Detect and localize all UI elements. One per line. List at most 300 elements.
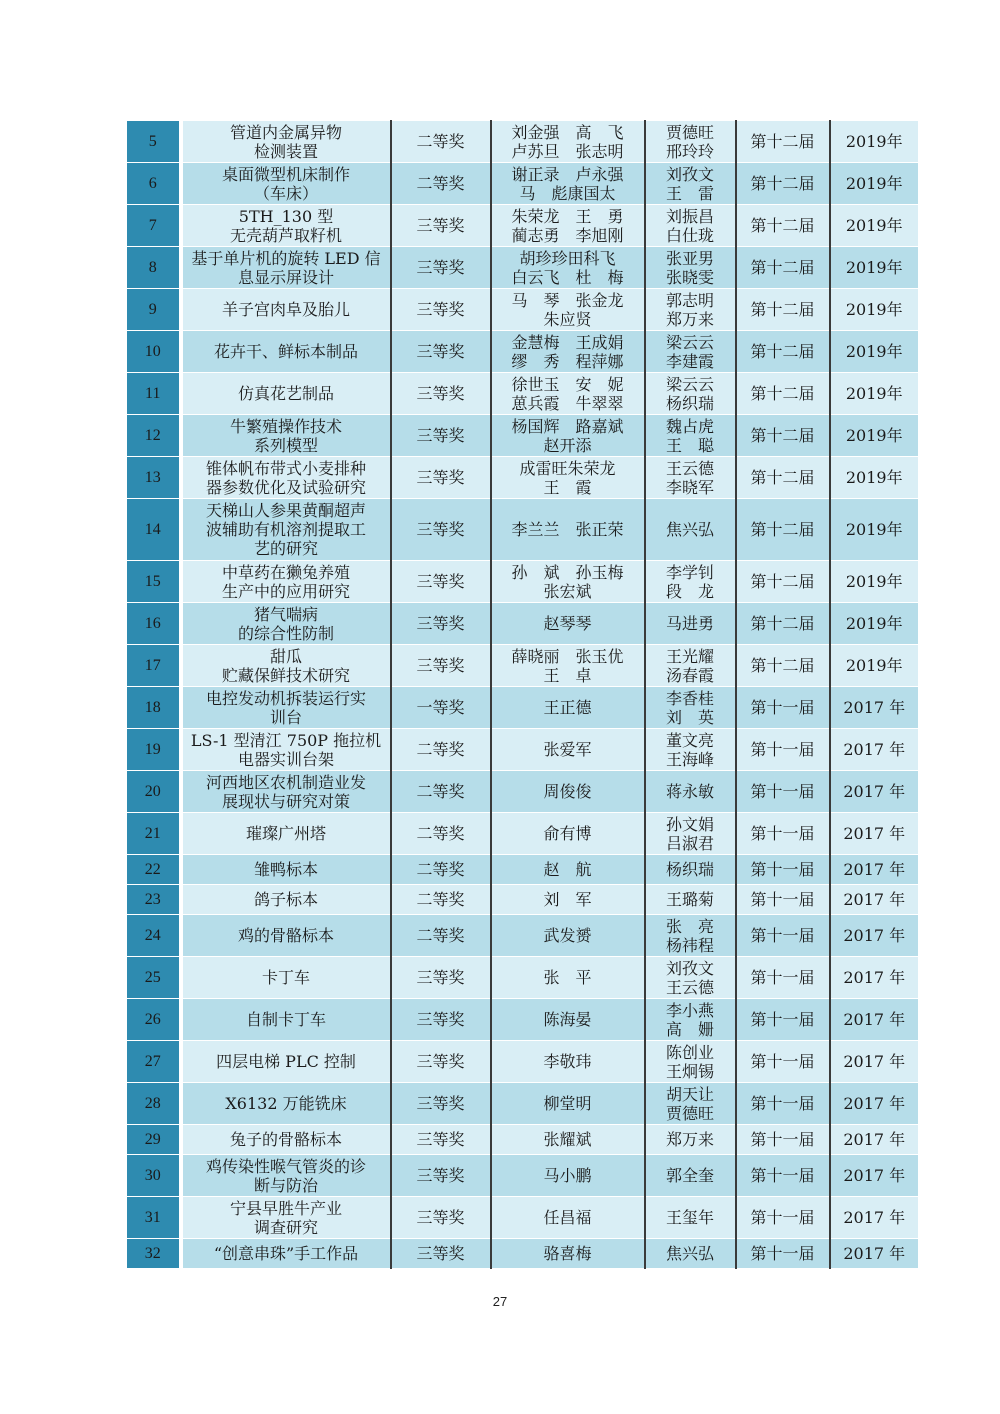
advisors-cell: [645, 415, 736, 457]
authors-cell: [491, 205, 645, 247]
authors-line: 薛晓丽 张玉优: [511, 646, 624, 666]
award-level-cell: 三等奖: [391, 499, 491, 561]
table-row: [127, 205, 919, 247]
project-name-line: 鸡传染性喉气管炎的诊: [205, 1156, 366, 1176]
advisors-line: 王 聪: [665, 435, 714, 455]
year-cell: 2019年: [830, 205, 919, 247]
project-name-line: LS-1 型清江 750P 拖拉机: [190, 730, 382, 750]
table-row: [127, 957, 919, 999]
award-level-cell: 三等奖: [391, 289, 491, 331]
authors-cell: [491, 499, 645, 561]
session-cell: 第十二届: [736, 289, 830, 331]
session-cell: 第十二届: [736, 373, 830, 415]
session-cell: 第十一届: [736, 957, 830, 999]
authors-line: 王正德: [543, 698, 592, 717]
advisors-line: 马进勇: [665, 614, 714, 633]
session-cell: 第十二届: [736, 205, 830, 247]
session-cell: 第十二届: [736, 603, 830, 645]
authors-line: 马 彪康国太: [519, 183, 616, 203]
award-level-cell: 三等奖: [391, 1125, 491, 1155]
session-cell: 第十二届: [736, 331, 830, 373]
authors-line: 马 琴 张金龙: [511, 290, 624, 310]
advisors-line: 郭志明: [665, 290, 714, 310]
authors-cell: [491, 957, 645, 999]
advisors-line: 李学钊: [665, 562, 714, 582]
session-cell: 第十一届: [736, 1125, 830, 1155]
year-cell: 2019年: [830, 289, 919, 331]
advisors-cell: [645, 1155, 736, 1197]
advisors-cell: [645, 1041, 736, 1083]
authors-cell: [491, 1083, 645, 1125]
authors-line: 李兰兰 张正荣: [511, 520, 624, 539]
year-cell: 2017 年: [830, 915, 919, 957]
session-cell: 第十一届: [736, 1197, 830, 1239]
advisors-cell: [645, 499, 736, 561]
session-cell: 第十二届: [736, 121, 830, 163]
project-name-line: X6132 万能铣床: [225, 1094, 347, 1113]
project-name-line: 花卉干、鲜标本制品: [213, 342, 358, 361]
award-level-cell: 三等奖: [391, 1083, 491, 1125]
authors-cell: [491, 373, 645, 415]
row-number: 14: [127, 499, 181, 561]
session-cell: 第十一届: [736, 885, 830, 915]
project-name-cell: [181, 121, 391, 163]
session-cell: 第十二届: [736, 163, 830, 205]
advisors-line: 梁云云: [665, 332, 714, 352]
row-number: 18: [127, 687, 181, 729]
table-row: [127, 457, 919, 499]
row-number: 23: [127, 885, 181, 915]
authors-cell: [491, 885, 645, 915]
award-level-cell: 三等奖: [391, 373, 491, 415]
project-name-cell: [181, 331, 391, 373]
row-number: 21: [127, 813, 181, 855]
project-name-line: “创意串珠”手工作品: [213, 1244, 359, 1263]
project-name-line: 电器实训台架: [237, 749, 334, 769]
advisors-line: 贾德旺: [665, 122, 714, 142]
year-cell: 2017 年: [830, 957, 919, 999]
advisors-cell: [645, 1125, 736, 1155]
session-cell: 第十二届: [736, 561, 830, 603]
project-name-line: 鸽子标本: [253, 890, 318, 909]
year-cell: 2017 年: [830, 729, 919, 771]
project-name-line: 5TH_130 型: [238, 206, 334, 226]
advisors-cell: [645, 855, 736, 885]
table-row: [127, 1083, 919, 1125]
authors-cell: [491, 603, 645, 645]
advisors-line: 李建霞: [665, 351, 714, 371]
authors-line: 谢正录 卢永强: [511, 164, 624, 184]
advisors-line: 王玺年: [665, 1208, 714, 1227]
row-number: 13: [127, 457, 181, 499]
year-cell: 2017 年: [830, 885, 919, 915]
row-number: 29: [127, 1125, 181, 1155]
table-row: [127, 415, 919, 457]
advisors-line: 孙文娟: [665, 814, 714, 834]
project-name-line: 桌面微型机床制作: [221, 164, 350, 184]
authors-cell: [491, 247, 645, 289]
advisors-line: 王 雷: [665, 183, 714, 203]
session-cell: 第十一届: [736, 1083, 830, 1125]
project-name-line: 艺的研究: [253, 539, 318, 558]
project-name-cell: [181, 289, 391, 331]
row-number: 22: [127, 855, 181, 885]
project-name-line: 宁县早胜牛产业: [229, 1198, 342, 1218]
project-name-line: 断与防治: [253, 1175, 318, 1195]
authors-line: 张宏斌: [543, 581, 592, 601]
project-name-cell: [181, 915, 391, 957]
year-cell: 2017 年: [830, 813, 919, 855]
year-cell: 2019年: [830, 603, 919, 645]
table-row: [127, 331, 919, 373]
authors-line: 葸兵霞 牛翠翠: [511, 393, 624, 413]
year-cell: 2019年: [830, 499, 919, 561]
authors-line: 缪 秀 程萍娜: [511, 351, 624, 371]
advisors-line: 张亚男: [665, 248, 714, 268]
project-name-line: 自制卡丁车: [245, 1010, 326, 1029]
project-name-line: （车床）: [253, 183, 318, 203]
year-cell: 2019年: [830, 331, 919, 373]
advisors-cell: [645, 331, 736, 373]
award-level-cell: 三等奖: [391, 247, 491, 289]
project-name-cell: [181, 999, 391, 1041]
advisors-line: 刘振昌: [665, 206, 714, 226]
row-number: 10: [127, 331, 181, 373]
table-row: [127, 247, 919, 289]
authors-line: 张爱军: [543, 740, 592, 759]
advisors-line: 杨祎程: [665, 935, 714, 955]
authors-line: 赵开添: [543, 435, 592, 455]
year-cell: 2017 年: [830, 1041, 919, 1083]
advisors-cell: [645, 1239, 736, 1269]
project-name-cell: [181, 729, 391, 771]
row-number: 26: [127, 999, 181, 1041]
project-name-line: 雏鸭标本: [253, 860, 318, 879]
advisors-cell: [645, 999, 736, 1041]
table-row: [127, 915, 919, 957]
award-level-cell: 三等奖: [391, 1155, 491, 1197]
authors-cell: [491, 813, 645, 855]
project-name-line: 甜瓜: [269, 646, 302, 666]
session-cell: 第十一届: [736, 1041, 830, 1083]
session-cell: 第十二届: [736, 499, 830, 561]
award-level-cell: 三等奖: [391, 415, 491, 457]
year-cell: 2019年: [830, 121, 919, 163]
project-name-cell: [181, 885, 391, 915]
advisors-line: 贾德旺: [665, 1103, 714, 1123]
award-level-cell: 二等奖: [391, 915, 491, 957]
year-cell: 2017 年: [830, 771, 919, 813]
authors-line: 朱荣龙 王 勇: [511, 206, 624, 226]
authors-line: 任昌福: [543, 1208, 592, 1227]
page-number: 27: [492, 1294, 508, 1309]
project-name-line: 无壳葫芦取籽机: [229, 225, 342, 245]
row-number: 19: [127, 729, 181, 771]
table-row: [127, 855, 919, 885]
row-number: 32: [127, 1239, 181, 1269]
authors-line: 朱应贤: [543, 309, 592, 329]
advisors-line: 刘 英: [665, 707, 714, 727]
advisors-line: 段 龙: [665, 581, 714, 601]
row-number: 7: [127, 205, 181, 247]
project-name-line: 管道内金属异物: [229, 122, 342, 142]
award-level-cell: 三等奖: [391, 205, 491, 247]
project-name-cell: [181, 205, 391, 247]
advisors-line: 陈创业: [665, 1042, 714, 1062]
project-name-line: 贮藏保鲜技术研究: [221, 665, 350, 685]
project-name-cell: [181, 247, 391, 289]
project-name-line: 璀璨广州塔: [245, 824, 326, 843]
authors-cell: [491, 999, 645, 1041]
advisors-cell: [645, 603, 736, 645]
project-name-line: 兔子的骨骼标本: [229, 1130, 342, 1149]
table-row: [127, 687, 919, 729]
year-cell: 2017 年: [830, 1083, 919, 1125]
session-cell: 第十一届: [736, 915, 830, 957]
year-cell: 2019年: [830, 415, 919, 457]
year-cell: 2019年: [830, 561, 919, 603]
year-cell: 2019年: [830, 457, 919, 499]
project-name-line: 调查研究: [253, 1217, 318, 1237]
award-level-cell: 三等奖: [391, 331, 491, 373]
advisors-cell: [645, 163, 736, 205]
advisors-line: 刘孜文: [665, 164, 714, 184]
authors-line: 骆喜梅: [543, 1244, 592, 1263]
table-row: [127, 729, 919, 771]
advisors-cell: [645, 771, 736, 813]
project-name-line: 息显示屏设计: [237, 267, 334, 287]
project-name-line: 系列模型: [253, 435, 318, 455]
advisors-cell: [645, 289, 736, 331]
project-name-cell: [181, 957, 391, 999]
row-number: 17: [127, 645, 181, 687]
table-row: [127, 885, 919, 915]
project-name-line: 器参数优化及试验研究: [205, 477, 366, 497]
year-cell: 2017 年: [830, 1125, 919, 1155]
table-row: [127, 771, 919, 813]
award-level-cell: 三等奖: [391, 561, 491, 603]
year-cell: 2017 年: [830, 1197, 919, 1239]
session-cell: 第十一届: [736, 1239, 830, 1269]
year-cell: 2019年: [830, 645, 919, 687]
advisors-cell: [645, 457, 736, 499]
year-cell: 2019年: [830, 163, 919, 205]
session-cell: 第十二届: [736, 415, 830, 457]
award-level-cell: 三等奖: [391, 957, 491, 999]
award-level-cell: 二等奖: [391, 729, 491, 771]
year-cell: 2017 年: [830, 687, 919, 729]
authors-line: 张耀斌: [543, 1130, 592, 1149]
authors-line: 赵 航: [543, 860, 592, 879]
award-level-cell: 二等奖: [391, 885, 491, 915]
year-cell: 2017 年: [830, 1239, 919, 1269]
advisors-line: 杨织瑞: [665, 860, 714, 879]
award-level-cell: 三等奖: [391, 1239, 491, 1269]
advisors-cell: [645, 561, 736, 603]
award-level-cell: 三等奖: [391, 1197, 491, 1239]
project-name-line: 牛繁殖操作技术: [229, 416, 342, 436]
table-body: [127, 121, 919, 1269]
authors-cell: [491, 1041, 645, 1083]
advisors-line: 杨织瑞: [665, 393, 714, 413]
advisors-line: 董文亮: [665, 730, 714, 750]
advisors-line: 郭全奎: [665, 1166, 714, 1185]
advisors-line: 汤春霞: [665, 665, 714, 685]
row-number: 27: [127, 1041, 181, 1083]
table-row: [127, 999, 919, 1041]
project-name-line: 展现状与研究对策: [221, 791, 350, 811]
project-name-cell: [181, 1041, 391, 1083]
session-cell: 第十一届: [736, 771, 830, 813]
advisors-cell: [645, 247, 736, 289]
advisors-cell: [645, 915, 736, 957]
advisors-line: 李晓军: [665, 477, 714, 497]
project-name-line: 电控发动机拆装运行实: [205, 688, 366, 708]
authors-line: 柳堂明: [543, 1094, 592, 1113]
authors-line: 刘金强 高 飞: [511, 122, 624, 142]
advisors-cell: [645, 957, 736, 999]
project-name-cell: [181, 1155, 391, 1197]
row-number: 12: [127, 415, 181, 457]
award-level-cell: 三等奖: [391, 999, 491, 1041]
authors-cell: [491, 687, 645, 729]
project-name-line: 生产中的应用研究: [221, 581, 350, 601]
award-level-cell: 二等奖: [391, 121, 491, 163]
row-number: 24: [127, 915, 181, 957]
row-number: 11: [127, 373, 181, 415]
project-name-line: 鸡的骨骼标本: [237, 926, 334, 945]
authors-cell: [491, 121, 645, 163]
advisors-line: 焦兴弘: [665, 520, 714, 539]
year-cell: 2017 年: [830, 999, 919, 1041]
award-level-cell: 三等奖: [391, 457, 491, 499]
project-name-cell: [181, 771, 391, 813]
project-name-line: 羊子宫肉阜及胎儿: [221, 300, 350, 319]
authors-line: 白云飞 杜 梅: [511, 267, 624, 287]
advisors-line: 刘孜文: [665, 958, 714, 978]
row-number: 20: [127, 771, 181, 813]
advisors-line: 王璐菊: [665, 890, 714, 909]
session-cell: 第十二届: [736, 457, 830, 499]
project-name-line: 波辅助有机溶剂提取工: [205, 520, 366, 539]
authors-line: 武发赟: [543, 926, 592, 945]
project-name-line: 猪气喘病: [253, 604, 318, 624]
authors-line: 卢苏旦 张志明: [511, 141, 624, 161]
authors-line: 金慧梅 王成娟: [511, 332, 624, 352]
project-name-cell: [181, 687, 391, 729]
advisors-line: 王炯锡: [665, 1061, 714, 1081]
session-cell: 第十一届: [736, 813, 830, 855]
advisors-cell: [645, 121, 736, 163]
authors-line: 成雷旺朱荣龙: [519, 458, 616, 478]
award-level-cell: 二等奖: [391, 771, 491, 813]
project-name-cell: [181, 1197, 391, 1239]
advisors-cell: [645, 885, 736, 915]
advisors-line: 郑万来: [665, 309, 714, 329]
project-name-cell: [181, 561, 391, 603]
project-name-line: 仿真花艺制品: [237, 384, 334, 403]
authors-line: 周俊俊: [543, 782, 592, 801]
project-name-line: 锥体帆布带式小麦排种: [205, 458, 366, 478]
award-level-cell: 二等奖: [391, 855, 491, 885]
table-row: [127, 373, 919, 415]
project-name-cell: [181, 499, 391, 561]
award-level-cell: 三等奖: [391, 645, 491, 687]
project-name-line: 检测装置: [253, 141, 318, 161]
session-cell: 第十二届: [736, 645, 830, 687]
table-row: [127, 813, 919, 855]
authors-cell: [491, 1197, 645, 1239]
authors-line: 胡珍珍田科飞: [519, 248, 616, 268]
advisors-line: 焦兴弘: [665, 1244, 714, 1263]
project-name-cell: [181, 1239, 391, 1269]
row-number: 6: [127, 163, 181, 205]
advisors-cell: [645, 687, 736, 729]
year-cell: 2019年: [830, 373, 919, 415]
authors-line: 王 卓: [543, 665, 592, 685]
award-level-cell: 二等奖: [391, 813, 491, 855]
award-level-cell: 二等奖: [391, 163, 491, 205]
project-name-line: 基于单片机的旋转 LED 信: [191, 248, 381, 268]
advisors-line: 王光耀: [665, 646, 714, 666]
authors-cell: [491, 645, 645, 687]
table-row: [127, 603, 919, 645]
session-cell: 第十一届: [736, 687, 830, 729]
authors-cell: [491, 331, 645, 373]
advisors-line: 蒋永敏: [665, 782, 714, 801]
authors-line: 马小鹏: [543, 1166, 592, 1185]
award-table: [126, 120, 919, 1269]
authors-cell: [491, 729, 645, 771]
table-row: [127, 561, 919, 603]
project-name-cell: [181, 373, 391, 415]
session-cell: 第十一届: [736, 999, 830, 1041]
award-level-cell: 三等奖: [391, 1041, 491, 1083]
row-number: 16: [127, 603, 181, 645]
project-name-line: 中草药在獭兔养殖: [221, 562, 350, 582]
advisors-cell: [645, 1197, 736, 1239]
project-name-line: 的综合性防制: [237, 623, 334, 643]
project-name-line: 训台: [269, 707, 302, 727]
authors-line: 孙 斌 孙玉梅: [511, 562, 624, 582]
row-number: 25: [127, 957, 181, 999]
table-row: [127, 1155, 919, 1197]
row-number: 28: [127, 1083, 181, 1125]
authors-cell: [491, 163, 645, 205]
project-name-line: 河西地区农机制造业发: [205, 772, 366, 792]
project-name-line: 四层电梯 PLC 控制: [216, 1052, 356, 1071]
project-name-cell: [181, 457, 391, 499]
authors-cell: [491, 561, 645, 603]
row-number: 15: [127, 561, 181, 603]
table-row: [127, 1125, 919, 1155]
authors-line: 蔺志勇 李旭刚: [511, 225, 624, 245]
advisors-line: 白仕珑: [665, 225, 714, 245]
authors-cell: [491, 1155, 645, 1197]
row-number: 8: [127, 247, 181, 289]
authors-cell: [491, 1125, 645, 1155]
authors-line: 张 平: [543, 968, 592, 987]
row-number: 9: [127, 289, 181, 331]
advisors-line: 张 亮: [665, 916, 714, 936]
award-level-cell: 一等奖: [391, 687, 491, 729]
table-row: [127, 1197, 919, 1239]
advisors-cell: [645, 813, 736, 855]
authors-line: 徐世玉 安 妮: [511, 374, 624, 394]
authors-cell: [491, 289, 645, 331]
authors-cell: [491, 855, 645, 885]
table-row: [127, 163, 919, 205]
